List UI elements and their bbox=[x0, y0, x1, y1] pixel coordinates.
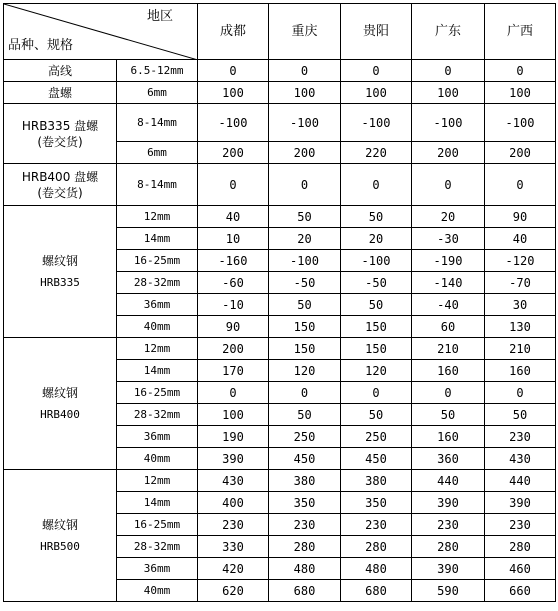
value-cell-guangxi: 430 bbox=[485, 448, 556, 470]
value-cell-chengdu: 40 bbox=[198, 206, 269, 228]
value-cell-guangdong: 390 bbox=[412, 558, 485, 580]
value-cell-guangxi: 90 bbox=[485, 206, 556, 228]
product-name-line: HRB335 bbox=[40, 275, 80, 289]
table-row bbox=[4, 206, 556, 228]
value-cell-guangxi: 230 bbox=[485, 514, 556, 536]
value-cell-guangdong: -190 bbox=[412, 250, 485, 272]
value-cell-chengdu: 90 bbox=[198, 316, 269, 338]
value-cell-guiyang: 280 bbox=[341, 536, 412, 558]
region-header-guangdong: 广东 bbox=[412, 4, 485, 60]
value-cell-chengdu: 420 bbox=[198, 558, 269, 580]
value-cell-guangxi: -100 bbox=[485, 104, 556, 142]
corner-region-label: 地区 bbox=[146, 9, 173, 24]
value-cell-guangxi: 30 bbox=[485, 294, 556, 316]
value-cell-guiyang: -50 bbox=[341, 272, 412, 294]
value-cell-guangdong: 210 bbox=[412, 338, 485, 360]
value-cell-guangxi: 230 bbox=[485, 426, 556, 448]
price-differential-table bbox=[3, 3, 556, 602]
value-cell-guangxi: 100 bbox=[485, 82, 556, 104]
value-cell-chongqing: 150 bbox=[269, 338, 341, 360]
value-cell-guiyang: 0 bbox=[341, 60, 412, 82]
value-cell-chongqing: 280 bbox=[269, 536, 341, 558]
value-cell-guiyang: 150 bbox=[341, 316, 412, 338]
value-cell-chongqing: 450 bbox=[269, 448, 341, 470]
value-cell-chengdu: 620 bbox=[198, 580, 269, 602]
value-cell-chongqing: 120 bbox=[269, 360, 341, 382]
product-name-line: HRB400 盘螺 bbox=[21, 169, 99, 184]
value-cell-guiyang: 220 bbox=[341, 142, 412, 164]
spec-cell: 8-14mm bbox=[117, 104, 198, 142]
value-cell-guangxi: 460 bbox=[485, 558, 556, 580]
product-name-line: 螺纹钢 bbox=[41, 517, 78, 532]
product-name-line: (卷交货) bbox=[37, 134, 83, 149]
value-cell-guangxi: 0 bbox=[485, 164, 556, 206]
value-cell-guangdong: 390 bbox=[412, 492, 485, 514]
spec-cell: 36mm bbox=[117, 294, 198, 316]
spec-cell: 12mm bbox=[117, 470, 198, 492]
product-name-cell bbox=[4, 470, 117, 602]
corner-header-cell bbox=[4, 4, 198, 60]
value-cell-chengdu: -60 bbox=[198, 272, 269, 294]
value-cell-guangdong: -100 bbox=[412, 104, 485, 142]
product-name-line: HRB335 盘螺 bbox=[21, 118, 99, 133]
product-name-line: 螺纹钢 bbox=[41, 253, 78, 268]
value-cell-chengdu: 0 bbox=[198, 60, 269, 82]
value-cell-guiyang: 0 bbox=[341, 382, 412, 404]
value-cell-chongqing: 380 bbox=[269, 470, 341, 492]
value-cell-guangdong: 280 bbox=[412, 536, 485, 558]
value-cell-chengdu: -100 bbox=[198, 104, 269, 142]
value-cell-chongqing: 250 bbox=[269, 426, 341, 448]
spec-cell: 6mm bbox=[117, 82, 198, 104]
value-cell-guangxi: -70 bbox=[485, 272, 556, 294]
value-cell-chongqing: 0 bbox=[269, 382, 341, 404]
table-row bbox=[4, 104, 556, 142]
value-cell-chongqing: -100 bbox=[269, 250, 341, 272]
value-cell-chongqing: 350 bbox=[269, 492, 341, 514]
spec-cell: 6mm bbox=[117, 142, 198, 164]
value-cell-guangdong: 0 bbox=[412, 164, 485, 206]
value-cell-guangdong: 50 bbox=[412, 404, 485, 426]
product-name-line: HRB500 bbox=[40, 539, 80, 553]
product-name-cell bbox=[4, 82, 117, 104]
value-cell-guangxi: 200 bbox=[485, 142, 556, 164]
value-cell-guangdong: 440 bbox=[412, 470, 485, 492]
region-header-chongqing: 重庆 bbox=[269, 4, 341, 60]
value-cell-guiyang: 450 bbox=[341, 448, 412, 470]
value-cell-chongqing: 150 bbox=[269, 316, 341, 338]
value-cell-guangdong: -40 bbox=[412, 294, 485, 316]
value-cell-guangdong: 160 bbox=[412, 360, 485, 382]
value-cell-chongqing: 230 bbox=[269, 514, 341, 536]
value-cell-guangdong: 200 bbox=[412, 142, 485, 164]
value-cell-guangxi: 50 bbox=[485, 404, 556, 426]
value-cell-guiyang: 230 bbox=[341, 514, 412, 536]
value-cell-chengdu: 400 bbox=[198, 492, 269, 514]
value-cell-chongqing: 50 bbox=[269, 404, 341, 426]
value-cell-chongqing: 50 bbox=[269, 206, 341, 228]
table-row bbox=[4, 164, 556, 206]
product-name-cell bbox=[4, 60, 117, 82]
spec-cell: 28-32mm bbox=[117, 404, 198, 426]
spec-cell: 40mm bbox=[117, 448, 198, 470]
value-cell-chongqing: 200 bbox=[269, 142, 341, 164]
value-cell-guangxi: 390 bbox=[485, 492, 556, 514]
value-cell-chengdu: 0 bbox=[198, 382, 269, 404]
value-cell-chongqing: 480 bbox=[269, 558, 341, 580]
value-cell-chengdu: 100 bbox=[198, 404, 269, 426]
value-cell-guangxi: 0 bbox=[485, 60, 556, 82]
product-name-cell bbox=[4, 206, 117, 338]
value-cell-chengdu: 0 bbox=[198, 164, 269, 206]
value-cell-guangdong: 60 bbox=[412, 316, 485, 338]
value-cell-guiyang: 0 bbox=[341, 164, 412, 206]
value-cell-guangxi: 210 bbox=[485, 338, 556, 360]
value-cell-chengdu: 10 bbox=[198, 228, 269, 250]
value-cell-guangxi: 130 bbox=[485, 316, 556, 338]
value-cell-guiyang: 250 bbox=[341, 426, 412, 448]
value-cell-chengdu: 430 bbox=[198, 470, 269, 492]
product-name-line: 高线 bbox=[47, 63, 72, 78]
value-cell-guiyang: 100 bbox=[341, 82, 412, 104]
table-row bbox=[4, 338, 556, 360]
product-name-cell bbox=[4, 338, 117, 470]
product-name-line: 螺纹钢 bbox=[41, 385, 78, 400]
value-cell-chengdu: -160 bbox=[198, 250, 269, 272]
table-row bbox=[4, 470, 556, 492]
value-cell-guangxi: 660 bbox=[485, 580, 556, 602]
value-cell-guangdong: 20 bbox=[412, 206, 485, 228]
spec-cell: 16-25mm bbox=[117, 250, 198, 272]
value-cell-guangdong: 0 bbox=[412, 60, 485, 82]
value-cell-chengdu: -10 bbox=[198, 294, 269, 316]
region-header-chengdu: 成都 bbox=[198, 4, 269, 60]
value-cell-guiyang: 20 bbox=[341, 228, 412, 250]
product-name-line: HRB400 bbox=[40, 407, 80, 421]
value-cell-chongqing: -50 bbox=[269, 272, 341, 294]
value-cell-guangxi: 0 bbox=[485, 382, 556, 404]
value-cell-guangdong: 360 bbox=[412, 448, 485, 470]
value-cell-guangxi: -120 bbox=[485, 250, 556, 272]
spec-cell: 14mm bbox=[117, 360, 198, 382]
value-cell-guiyang: -100 bbox=[341, 104, 412, 142]
value-cell-guiyang: 480 bbox=[341, 558, 412, 580]
value-cell-guangxi: 40 bbox=[485, 228, 556, 250]
value-cell-guiyang: 50 bbox=[341, 404, 412, 426]
value-cell-guangdong: 0 bbox=[412, 382, 485, 404]
value-cell-guiyang: 350 bbox=[341, 492, 412, 514]
value-cell-chongqing: 100 bbox=[269, 82, 341, 104]
table-row bbox=[4, 60, 556, 82]
product-name-line: 盘螺 bbox=[47, 85, 72, 100]
value-cell-chongqing: 50 bbox=[269, 294, 341, 316]
value-cell-guangdong: 100 bbox=[412, 82, 485, 104]
value-cell-guiyang: -100 bbox=[341, 250, 412, 272]
value-cell-guangxi: 280 bbox=[485, 536, 556, 558]
spec-cell: 36mm bbox=[117, 426, 198, 448]
value-cell-guiyang: 50 bbox=[341, 294, 412, 316]
value-cell-guangdong: -30 bbox=[412, 228, 485, 250]
value-cell-chengdu: 190 bbox=[198, 426, 269, 448]
spec-cell: 16-25mm bbox=[117, 382, 198, 404]
spec-cell: 14mm bbox=[117, 228, 198, 250]
value-cell-chengdu: 100 bbox=[198, 82, 269, 104]
spec-cell: 14mm bbox=[117, 492, 198, 514]
value-cell-chengdu: 200 bbox=[198, 142, 269, 164]
product-name-line: (卷交货) bbox=[37, 185, 83, 200]
spec-cell: 36mm bbox=[117, 558, 198, 580]
value-cell-guiyang: 50 bbox=[341, 206, 412, 228]
value-cell-guangdong: 230 bbox=[412, 514, 485, 536]
value-cell-chongqing: 20 bbox=[269, 228, 341, 250]
spec-cell: 28-32mm bbox=[117, 272, 198, 294]
value-cell-guangdong: 160 bbox=[412, 426, 485, 448]
corner-variety-label: 品种、规格 bbox=[8, 38, 74, 53]
value-cell-chongqing: 0 bbox=[269, 60, 341, 82]
value-cell-chengdu: 200 bbox=[198, 338, 269, 360]
value-cell-guiyang: 380 bbox=[341, 470, 412, 492]
spec-cell: 8-14mm bbox=[117, 164, 198, 206]
value-cell-chengdu: 390 bbox=[198, 448, 269, 470]
spec-cell: 40mm bbox=[117, 580, 198, 602]
table-row bbox=[4, 82, 556, 104]
value-cell-chengdu: 170 bbox=[198, 360, 269, 382]
value-cell-chongqing: -100 bbox=[269, 104, 341, 142]
value-cell-chengdu: 330 bbox=[198, 536, 269, 558]
value-cell-chongqing: 680 bbox=[269, 580, 341, 602]
table-body bbox=[4, 60, 556, 602]
product-name-cell bbox=[4, 164, 117, 206]
value-cell-chongqing: 0 bbox=[269, 164, 341, 206]
region-header-guangxi: 广西 bbox=[485, 4, 556, 60]
spec-cell: 6.5-12mm bbox=[117, 60, 198, 82]
product-name-cell bbox=[4, 104, 117, 164]
spec-cell: 12mm bbox=[117, 338, 198, 360]
value-cell-guangxi: 160 bbox=[485, 360, 556, 382]
value-cell-guangdong: -140 bbox=[412, 272, 485, 294]
value-cell-guiyang: 680 bbox=[341, 580, 412, 602]
value-cell-guangdong: 590 bbox=[412, 580, 485, 602]
region-header-guiyang: 贵阳 bbox=[341, 4, 412, 60]
spec-cell: 40mm bbox=[117, 316, 198, 338]
spec-cell: 12mm bbox=[117, 206, 198, 228]
header-row bbox=[4, 4, 556, 60]
value-cell-chengdu: 230 bbox=[198, 514, 269, 536]
spec-cell: 28-32mm bbox=[117, 536, 198, 558]
value-cell-guangxi: 440 bbox=[485, 470, 556, 492]
spec-cell: 16-25mm bbox=[117, 514, 198, 536]
value-cell-guiyang: 150 bbox=[341, 338, 412, 360]
value-cell-guiyang: 120 bbox=[341, 360, 412, 382]
